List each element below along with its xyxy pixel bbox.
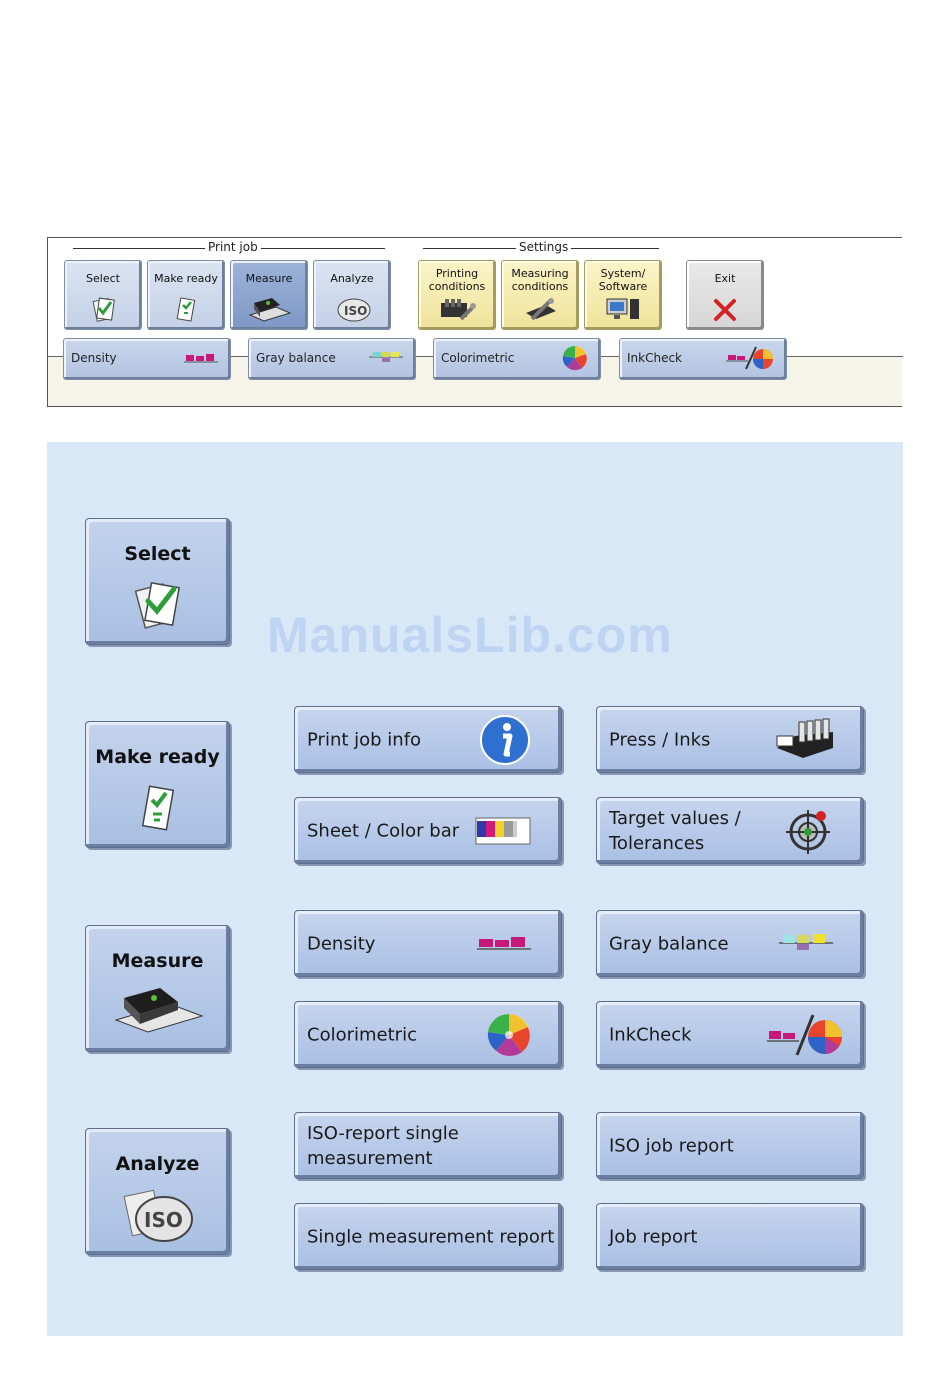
big-make-ready-button[interactable]: Make ready (85, 721, 230, 848)
checklist-icon (132, 577, 184, 633)
main-panel (47, 442, 903, 1336)
gray-balance-icon (779, 929, 833, 959)
subtab-gray-balance[interactable]: Gray balance (248, 338, 416, 380)
spectrophotometer-icon (246, 295, 292, 323)
watermark: ManualsLib.com (267, 607, 673, 663)
system-software-button[interactable]: System/ Software (584, 260, 662, 330)
make-ready-button[interactable]: Make ready (147, 260, 225, 330)
target-icon (783, 806, 833, 856)
close-icon (712, 297, 738, 323)
color-wheel-icon (487, 1013, 531, 1057)
select-button[interactable]: Select (64, 260, 142, 330)
print-job-group-label: Print job (205, 240, 261, 254)
toolbar-strip (47, 237, 902, 407)
press-wrench-icon (437, 295, 477, 323)
inkcheck-icon (726, 345, 774, 371)
make-ready-icon (138, 780, 178, 836)
svg-text:ISO: ISO (143, 1208, 183, 1232)
color-wheel-icon (562, 345, 588, 371)
svg-text:ISO: ISO (344, 304, 368, 318)
colorimetric-button[interactable]: Colorimetric (294, 1001, 562, 1068)
density-button[interactable]: Density (294, 910, 562, 977)
iso-report-single-measurement-button[interactable]: ISO-report single measurement (294, 1112, 562, 1179)
subtab-colorimetric[interactable]: Colorimetric (433, 338, 601, 380)
exit-button[interactable]: Exit (686, 260, 764, 330)
spectrophotometer-icon (110, 984, 206, 1034)
sheet-color-bar-button[interactable]: Sheet / Color bar (294, 797, 562, 864)
inkcheck-icon (767, 1013, 843, 1057)
inkcheck-button[interactable]: InkCheck (596, 1001, 864, 1068)
computer-icon (603, 295, 643, 323)
job-report-button[interactable]: Job report (596, 1203, 864, 1270)
big-analyze-button[interactable]: Analyze ISO (85, 1128, 230, 1255)
press-icon (773, 718, 839, 762)
iso-icon (120, 1187, 196, 1245)
measure-wrench-icon (520, 295, 560, 323)
big-measure-button[interactable]: Measure (85, 925, 230, 1052)
target-values-tolerances-button[interactable]: Target values / Tolerances (596, 797, 864, 864)
gray-balance-icon (369, 347, 403, 369)
analyze-button[interactable]: Analyze ISO (313, 260, 391, 330)
subtab-density[interactable]: Density (63, 338, 231, 380)
iso-icon (332, 295, 372, 323)
density-icon (184, 347, 218, 369)
measuring-conditions-button[interactable]: Measuring conditions (501, 260, 579, 330)
settings-group-label: Settings (516, 240, 571, 254)
checklist-icon (90, 295, 116, 323)
density-icon (477, 929, 531, 959)
printing-conditions-button[interactable]: Printing conditions (418, 260, 496, 330)
big-select-button[interactable]: Select (85, 518, 230, 645)
subtab-inkcheck[interactable]: InkCheck (619, 338, 787, 380)
iso-job-report-button[interactable]: ISO job report (596, 1112, 864, 1179)
info-icon (479, 714, 531, 766)
color-bar-icon (475, 817, 531, 845)
single-measurement-report-button[interactable]: Single measurement report (294, 1203, 562, 1270)
press-inks-button[interactable]: Press / Inks (596, 706, 864, 773)
gray-balance-button[interactable]: Gray balance (596, 910, 864, 977)
make-ready-icon (175, 295, 197, 323)
measure-button[interactable]: Measure (230, 260, 308, 330)
print-job-info-button[interactable]: Print job info (294, 706, 562, 773)
